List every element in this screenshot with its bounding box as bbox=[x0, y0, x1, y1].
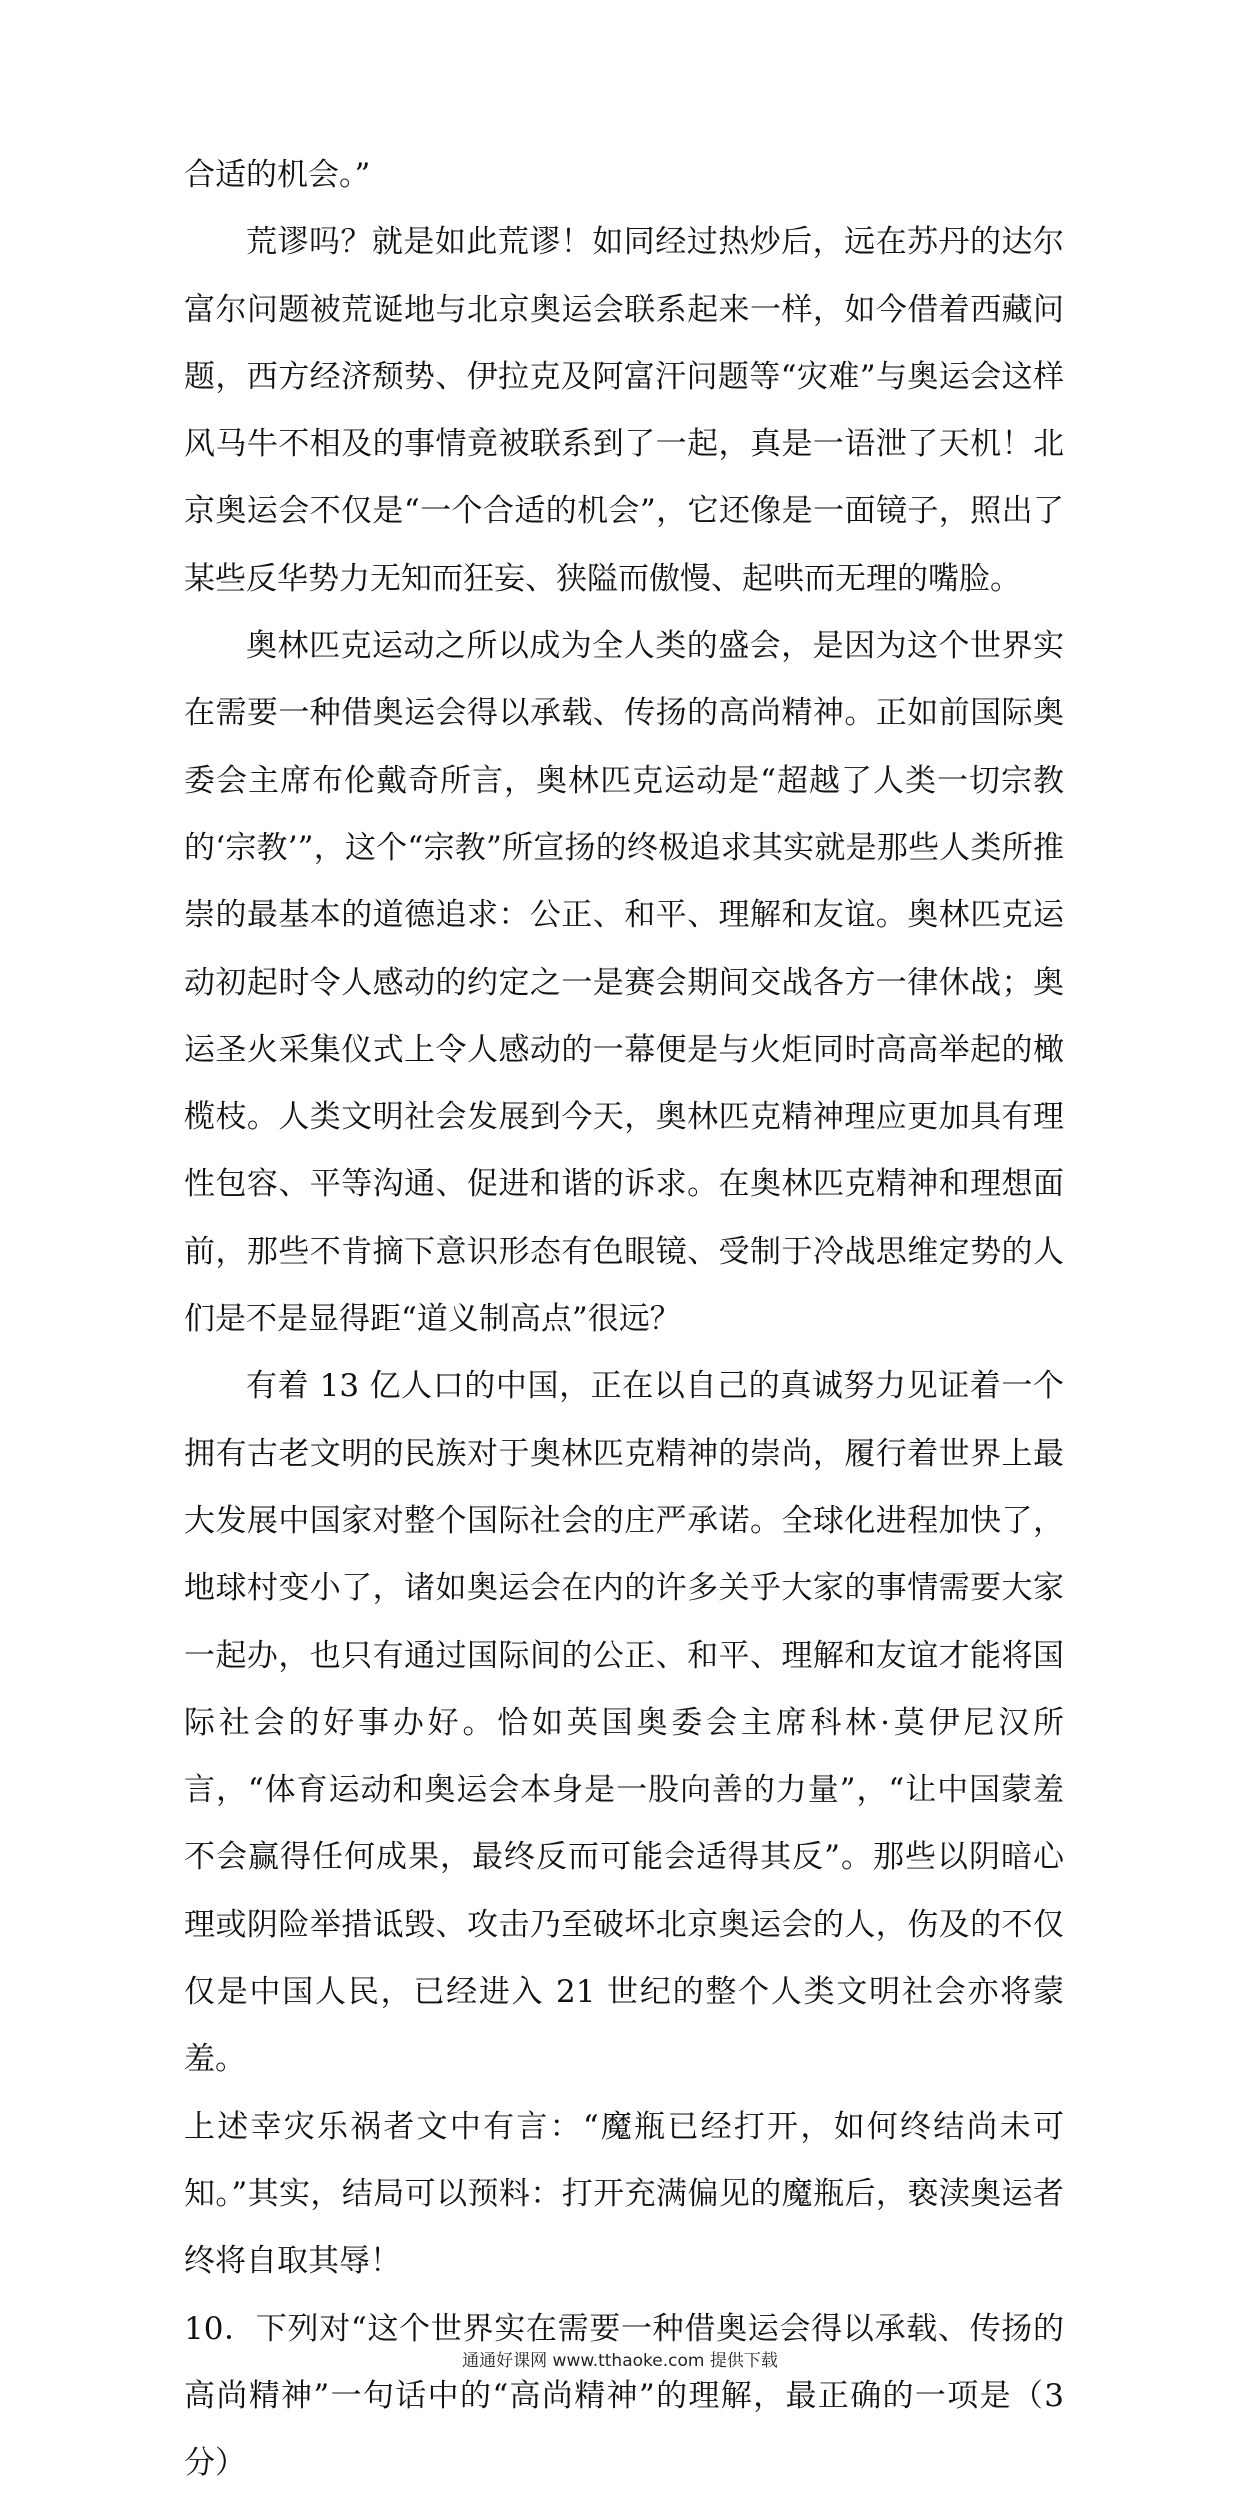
article-body bbox=[184, 142, 1064, 2497]
paragraph-olympic-spirit: 奥林匹克运动之所以成为全人类的盛会，是因为这个世界实在需要一种借奥运会得以承载、传扬的高尚精神。正如前国际奥委会主席布伦戴奇所言，奥林匹克运动是“超越了人类一切宗教的‘宗教’”，这个“宗教”所宣扬的终极追求其实就是那些人类所推崇的最基本的道德追求：公正、和平、理解和友谊。奥林匹克运动初起时令人感动的约定之一是赛会期间交战各方一律休战；奥运圣火采集仪式上令人感动的一幕便是与火炬同时高高举起的橄榄枝。人类文明社会发展到今天，奥林匹克精神理应更加具有理性包容、平等沟通、促进和谐的诉求。在奥林匹克精神和理想面前，那些不肯摘下意识形态有色眼镜、受制于冷战思维定势的人们是不是显得距“道义制高点”很远？ bbox=[184, 613, 1064, 1353]
page-footer: 通通好课网 www.tthaoke.com 提供下载 bbox=[0, 2346, 1240, 2371]
paragraph-closing-quote: 合适的机会。” bbox=[184, 142, 1064, 209]
paragraph-china-commitment: 有着 13 亿人口的中国，正在以自己的真诚努力见证着一个拥有古老文明的民族对于奥林匹克精神的崇尚，履行着世界上最大发展中国家对整个国际社会的庄严承诺。全球化进程加快了，地球村变小了，诸如奥运会在内的许多关乎大家的事情需要大家一起办，也只有通过国际间的公正、和平、理解和友谊才能将国际社会的好事办好。恰如英国奥委会主席科林·莫伊尼汉所言，“体育运动和奥运会本身是一股向善的力量”，“让中国蒙羞不会赢得任何成果，最终反而可能会适得其反”。那些以阴暗心理或阴险举措诋毁、攻击乃至破坏北京奥运会的人，伤及的不仅仅是中国人民，已经进入 21 世纪的整个人类文明社会亦将蒙羞。 bbox=[184, 1353, 1064, 2093]
paragraph-conclusion: 上述幸灾乐祸者文中有言：“魔瓶已经打开，如何终结尚未可知。”其实，结局可以预料：打开充满偏见的魔瓶后，亵渎奥运者终将自取其辱！ bbox=[184, 2094, 1064, 2296]
paragraph-absurdity: 荒谬吗？就是如此荒谬！如同经过热炒后，远在苏丹的达尔富尔问题被荒诞地与北京奥运会联系起来一样，如今借着西藏问题，西方经济颓势、伊拉克及阿富汗问题等“灾难”与奥运会这样风马牛不相及的事情竟被联系到了一起，真是一语泄了天机！北京奥运会不仅是“一个合适的机会”，它还像是一面镜子，照出了某些反华势力无知而狂妄、狭隘而傲慢、起哄而无理的嘴脸。 bbox=[184, 209, 1064, 613]
question-10: 10．下列对“这个世界实在需要一种借奥运会得以承载、传扬的高尚精神”一句话中的“高尚精神”的理解，最正确的一项是（3 分） bbox=[184, 2296, 1064, 2497]
